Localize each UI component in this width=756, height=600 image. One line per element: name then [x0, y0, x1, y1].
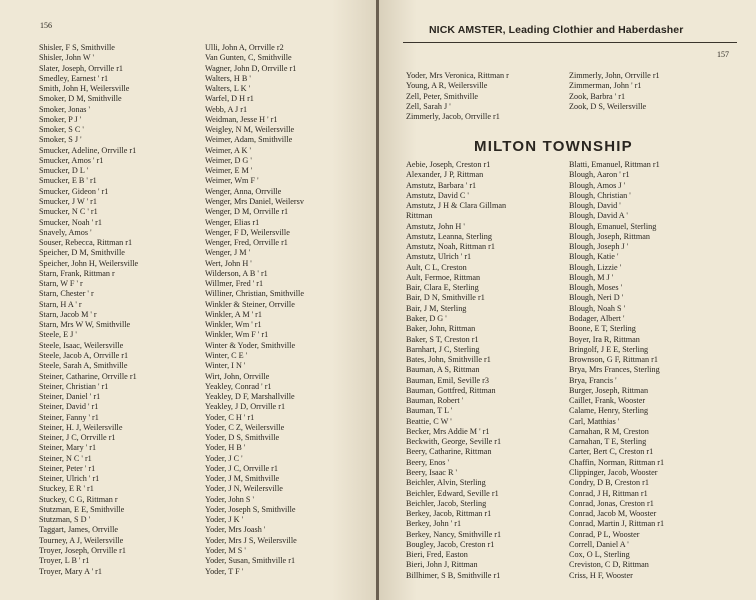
directory-entry: Stutzman, S D ' [39, 515, 91, 525]
directory-entry: Berkey, Jacob, Rittman r1 [406, 509, 492, 519]
directory-entry: Ault, C L, Creston [406, 262, 467, 272]
directory-entry: Burger, Joseph, Rittman [569, 385, 649, 395]
directory-entry: Yeakley, J D, Orrville r1 [205, 402, 286, 412]
directory-entry: Shisler, John W ' [39, 53, 94, 63]
directory-entry: Weimer, D G ' [205, 155, 252, 165]
directory-entry: Bauman, Robert ' [406, 396, 464, 406]
directory-entry: Amstutz, Barbara ' r1 [406, 180, 477, 190]
directory-entry: Amstutz, J H & Clara Gillman [406, 201, 507, 211]
directory-entry: Starn, W F ' r [39, 279, 83, 289]
directory-entry: Winter, C E ' [205, 350, 248, 360]
directory-entry: Carl, Matthias ' [569, 416, 620, 426]
directory-entry: Walters, H B ' [205, 73, 251, 83]
directory-entry: Zimmerly, John, Orrville r1 [569, 71, 660, 80]
directory-entry: Creviston, C D, Rittman [569, 560, 649, 570]
directory-entry: Wilderson, A B ' r1 [205, 268, 268, 278]
directory-entry: Yoder, M S ' [205, 546, 246, 556]
directory-entry: Shisler, F S, Smithville [39, 43, 115, 52]
directory-entry: Wenger, Anna, Orrville [205, 186, 282, 196]
directory-entry: Steiner, Peter ' r1 [39, 463, 96, 473]
directory-entry: Walters, L K ' [205, 84, 251, 94]
directory-entry: Steele, Sarah A, Smithville [39, 361, 128, 371]
directory-entry: Wenger, J M ' [205, 248, 251, 258]
directory-entry: Starn, Chester ' r [39, 289, 94, 299]
directory-entry: Blough, Noah S ' [569, 303, 626, 313]
directory-entry: Carter, Bert C, Creston r1 [569, 447, 654, 457]
directory-entry: Barnhart, J C, Sterling [406, 344, 480, 354]
directory-entry: Smoker, Jonas ' [39, 104, 90, 114]
directory-entry: Zimmerman, John ' r1 [569, 81, 642, 91]
directory-entry: Carnahan, R M, Creston [569, 426, 649, 436]
directory-entry: Blatti, Emanuel, Rittman r1 [569, 160, 660, 169]
directory-entry: Berkey, Nancy, Smithville r1 [406, 529, 502, 539]
directory-entry: Clippinger, Jacob, Wooster [569, 467, 658, 477]
directory-entry: Slater, Joseph, Orrville r1 [39, 63, 124, 73]
directory-entry: Zell, Sarah J ' [406, 101, 451, 111]
directory-entry: Chaffin, Norman, Rittman r1 [569, 457, 665, 467]
directory-entry: Wenger, Elias r1 [205, 217, 260, 227]
directory-entry: Blough, Amos J ' [569, 180, 626, 190]
directory-entry: Winkler, A M ' r1 [205, 309, 262, 319]
directory-entry: Willmer, Fred ' r1 [205, 279, 264, 289]
directory-entry: Troyer, L B ' r1 [39, 556, 90, 566]
directory-entry: Weimer, Wm F ' [205, 176, 259, 186]
directory-entry: Starn, Frank, Rittman r [39, 268, 115, 278]
directory-entry: Conrad, Jacob M, Wooster [569, 509, 657, 519]
directory-entry: Amstutz, Leanna, Sterling [406, 231, 492, 241]
directory-entry: Smucker, E B ' r1 [39, 176, 97, 186]
directory-entry: Beichler, Alvin, Sterling [406, 478, 486, 488]
directory-entry: Berkey, John ' r1 [406, 519, 462, 529]
right-page [379, 0, 756, 600]
directory-entry: Blough, Moses ' [569, 283, 623, 293]
directory-entry: Beichler, Edward, Seville r1 [406, 488, 499, 498]
directory-entry: Wenger, D M, Orrville r1 [205, 207, 289, 217]
directory-entry: Carnahan, T E, Sterling [569, 437, 647, 447]
directory-entry: Yoder, Mrs Joash ' [205, 525, 266, 535]
directory-entry: Baker, John, Rittman [406, 324, 476, 334]
directory-entry: Bair, Clara E, Sterling [406, 283, 479, 293]
directory-entry: Steiner, H. J, Weilersville [39, 422, 123, 432]
directory-entry: Beattie, C W ' [406, 416, 452, 426]
directory-entry: Snavely, Amos ' [39, 227, 92, 237]
right-column-1 [406, 160, 506, 581]
directory-entry: Rittman [406, 211, 433, 221]
directory-entry: Webb, A J r1 [205, 104, 248, 114]
directory-entry: Yoder, Mrs Veronica, Rittman r [406, 71, 509, 80]
directory-entry: Amstutz, John H ' [406, 221, 465, 231]
directory-entry: Amstutz, David C ' [406, 190, 469, 200]
directory-entry: Blough, Neri D ' [569, 293, 624, 303]
directory-entry: Yoder, T F ' [205, 566, 244, 576]
directory-entry: Wenger, Fred, Orrville r1 [205, 238, 288, 248]
directory-entry: Weimer, E M ' [205, 166, 253, 176]
directory-entry: Steiner, Daniel ' r1 [39, 392, 101, 402]
directory-entry: Smoker, D M, Smithville [39, 94, 122, 104]
directory-entry: Stuckey, E R ' r1 [39, 484, 94, 494]
directory-entry: Bieri, Fred, Easton [406, 550, 468, 560]
directory-entry: Yoder, Joseph S, Smithville [205, 504, 296, 514]
page-number-left: 156 [40, 21, 52, 30]
directory-entry: Yoder, C Z, Weilersville [205, 422, 285, 432]
directory-entry: Stuckey, C G, Rittman r [39, 494, 118, 504]
directory-entry: Blough, M J ' [569, 272, 614, 282]
directory-entry: Aebie, Joseph, Creston r1 [406, 160, 491, 169]
directory-entry: Steiner, Christian ' r1 [39, 381, 109, 391]
directory-entry: Smucker, N C ' r1 [39, 207, 98, 217]
directory-entry: Bougley, Jacob, Creston r1 [406, 539, 495, 549]
directory-entry: Smucker, Noah ' r1 [39, 217, 102, 227]
directory-entry: Smoker, S J ' [39, 135, 82, 145]
directory-entry: Conrad, Jonas, Creston r1 [569, 498, 654, 508]
directory-entry: Tourney, A J, Weilersville [39, 535, 124, 545]
directory-entry: Beery, Enos ' [406, 457, 450, 467]
directory-entry: Brya, Mrs Frances, Sterling [569, 365, 660, 375]
directory-entry: Zell, Peter, Smithville [406, 91, 478, 101]
directory-entry: Yoder, J K ' [205, 515, 244, 525]
directory-entry: Smoker, P J ' [39, 114, 82, 124]
directory-entry: Smoker, S C ' [39, 125, 84, 135]
directory-entry: Yoder, J N, Weilersville [205, 484, 283, 494]
directory-entry: Wenger, F D, Weilersville [205, 227, 290, 237]
directory-entry: Steele, Jacob A, Orrville r1 [39, 350, 129, 360]
left-column-1 [39, 43, 138, 577]
directory-entry: Stutzman, E E, Smithville [39, 504, 125, 514]
directory-entry: Williner, Christian, Smithville [205, 289, 304, 299]
right-top-column-2 [569, 71, 660, 112]
directory-entry: Steiner, J C, Orrville r1 [39, 433, 116, 443]
directory-entry: Bodager, Albert ' [569, 313, 625, 323]
directory-entry: Blough, Joseph J ' [569, 242, 629, 252]
section-title: MILTON TOWNSHIP [474, 138, 633, 155]
directory-entry: Steiner, Mary ' r1 [39, 443, 97, 453]
directory-entry: Bauman, A S, Rittman [406, 365, 480, 375]
directory-entry: Smucker, D L ' [39, 166, 89, 176]
directory-entry: Bauman, Emil, Seville r3 [406, 375, 489, 385]
directory-entry: Beichler, Jacob, Sterling [406, 498, 487, 508]
directory-entry: Wert, John H ' [205, 258, 252, 268]
directory-entry: Steiner, Fanny ' r1 [39, 412, 99, 422]
left-column-2 [205, 43, 304, 577]
directory-entry: Baker, D G ' [406, 313, 447, 323]
directory-entry: Smucker, J W ' r1 [39, 196, 97, 206]
right-top-column-1 [406, 71, 509, 122]
directory-entry: Steele, E J ' [39, 330, 77, 340]
directory-entry: Taggart, James, Orrville [39, 525, 118, 535]
directory-entry: Criss, H F, Wooster [569, 570, 633, 580]
left-page [0, 0, 377, 600]
directory-entry: Brownson, G F, Rittman r1 [569, 355, 658, 365]
directory-entry: Smith, John H, Weilersville [39, 84, 130, 94]
directory-entry: Condry, D B, Creston r1 [569, 478, 649, 488]
directory-entry: Smedley, Earnest ' r1 [39, 73, 109, 83]
directory-entry: Correll, Daniel A ' [569, 539, 629, 549]
directory-entry: Winter, I N ' [205, 361, 246, 371]
directory-entry: Zook, Barbra ' r1 [569, 91, 626, 101]
directory-entry: Speicher, D M, Smithville [39, 248, 125, 258]
directory-entry: Beery, Isaac R ' [406, 467, 457, 477]
directory-entry: Wenger, Mrs Daniel, Weilersv [205, 196, 304, 206]
directory-entry: Yoder, J C ' [205, 453, 243, 463]
directory-entry: Weidman, Jesse H ' r1 [205, 114, 278, 124]
directory-entry: Steele, Isaac, Weilersville [39, 340, 124, 350]
directory-entry: Yoder, J C, Orrville r1 [205, 463, 278, 473]
directory-entry: Yoder, D S, Smithville [205, 433, 280, 443]
directory-entry: Yoder, J M, Smithville [205, 474, 280, 484]
header-divider [403, 42, 737, 43]
directory-entry: Starn, Mrs W W, Smithville [39, 320, 131, 330]
directory-entry: Wirt, John, Orrville [205, 371, 270, 381]
directory-entry: Winkler, Wm ' r1 [205, 320, 262, 330]
directory-entry: Blough, David A ' [569, 211, 628, 221]
directory-entry: Smucker, Gideon ' r1 [39, 186, 109, 196]
directory-entry: Yeakley, D F, Marshallville [205, 392, 295, 402]
directory-entry: Conrad, Martin J, Rittman r1 [569, 519, 665, 529]
directory-entry: Winkler & Steiner, Orrville [205, 299, 295, 309]
directory-entry: Van Gunten, C, Smithville [205, 53, 292, 63]
directory-entry: Conrad, J H, Rittman r1 [569, 488, 648, 498]
directory-entry: Troyer, Mary A ' r1 [39, 566, 102, 576]
directory-entry: Becker, Mrs Addie M ' r1 [406, 426, 490, 436]
directory-entry: Weigley, N M, Weilersville [205, 125, 295, 135]
directory-entry: Ulli, John A, Orrville r2 [205, 43, 284, 52]
directory-entry: Baker, S T, Creston r1 [406, 334, 479, 344]
directory-entry: Yoder, C H ' r1 [205, 412, 255, 422]
directory-entry: Wagner, John D, Orrville r1 [205, 63, 297, 73]
directory-entry: Blough, David ' [569, 201, 621, 211]
directory-entry: Cox, O L, Sterling [569, 550, 630, 560]
directory-entry: Brya, Francis ' [569, 375, 617, 385]
directory-entry: Bates, John, Smithville r1 [406, 355, 491, 365]
directory-entry: Blough, Katie ' [569, 252, 619, 262]
page-header: NICK AMSTER, Leading Clothier and Haberdasher [429, 24, 684, 36]
directory-entry: Yoder, Mrs J S, Weilersville [205, 535, 297, 545]
directory-entry: Conrad, P L, Wooster [569, 529, 640, 539]
directory-entry: Bauman, T L ' [406, 406, 453, 416]
directory-entry: Blough, Aaron ' r1 [569, 170, 630, 180]
directory-entry: Steiner, David ' r1 [39, 402, 99, 412]
directory-entry: Boyer, Ira R, Rittman [569, 334, 640, 344]
directory-entry: Blough, Lizzie ' [569, 262, 622, 272]
directory-entry: Troyer, Joseph, Orrville r1 [39, 546, 126, 556]
directory-entry: Blough, Emanuel, Sterling [569, 221, 657, 231]
directory-entry: Winkler, Wm F ' r1 [205, 330, 269, 340]
directory-entry: Bauman, Gottfred, Rittman [406, 385, 496, 395]
directory-entry: Smucker, Amos ' r1 [39, 155, 104, 165]
directory-entry: Billhimer, S B, Smithville r1 [406, 570, 501, 580]
directory-entry: Blough, Christian ' [569, 190, 631, 200]
directory-entry: Weimer, Adam, Smithville [205, 135, 293, 145]
directory-entry: Weimer, A K ' [205, 145, 251, 155]
directory-entry: Yoder, H B ' [205, 443, 246, 453]
directory-entry: Winter & Yoder, Smithville [205, 340, 296, 350]
directory-entry: Young, A R, Weilersville [406, 81, 488, 91]
directory-entry: Smucker, Adeline, Orrville r1 [39, 145, 137, 155]
directory-entry: Alexander, J P, Rittman [406, 170, 484, 180]
directory-entry: Zimmerly, Jacob, Orrville r1 [406, 112, 500, 122]
directory-entry: Beckwith, George, Seville r1 [406, 437, 502, 447]
directory-entry: Warfel, D H r1 [205, 94, 254, 104]
directory-entry: Steiner, N C ' r1 [39, 453, 92, 463]
directory-entry: Steiner, Catharine, Orrville r1 [39, 371, 137, 381]
directory-entry: Blough, Joseph, Rittman [569, 231, 650, 241]
directory-entry: Calame, Henry, Sterling [569, 406, 649, 416]
directory-entry: Yoder, John S ' [205, 494, 254, 504]
directory-entry: Starn, H A ' r [39, 299, 82, 309]
directory-entry: Yeakley, Conrad ' r1 [205, 381, 272, 391]
directory-entry: Boone, E T, Sterling [569, 324, 636, 334]
directory-entry: Zook, D S, Weilersville [569, 101, 647, 111]
directory-entry: Speicher, John H, Weilersville [39, 258, 139, 268]
directory-entry: Bieri, John J, Rittman [406, 560, 478, 570]
directory-entry: Beery, Catharine, Rittman [406, 447, 492, 457]
directory-entry: Steiner, Ulrich ' r1 [39, 474, 100, 484]
directory-entry: Souser, Rebecca, Rittman r1 [39, 238, 133, 248]
directory-entry: Ault, Fermoe, Rittman [406, 272, 481, 282]
directory-entry: Bringolf, J E E, Sterling [569, 344, 649, 354]
directory-entry: Amstutz, Ulrich ' r1 [406, 252, 472, 262]
page-number-right: 157 [717, 50, 729, 59]
directory-entry: Caillet, Frank, Wooster [569, 396, 646, 406]
directory-entry: Amstutz, Noah, Rittman r1 [406, 242, 495, 252]
directory-entry: Bair, D N, Smithville r1 [406, 293, 485, 303]
right-column-2 [569, 160, 664, 581]
directory-entry: Bair, J M, Sterling [406, 303, 467, 313]
directory-entry: Starn, Jacob M ' r [39, 309, 97, 319]
directory-entry: Yoder, Susan, Smithville r1 [205, 556, 296, 566]
